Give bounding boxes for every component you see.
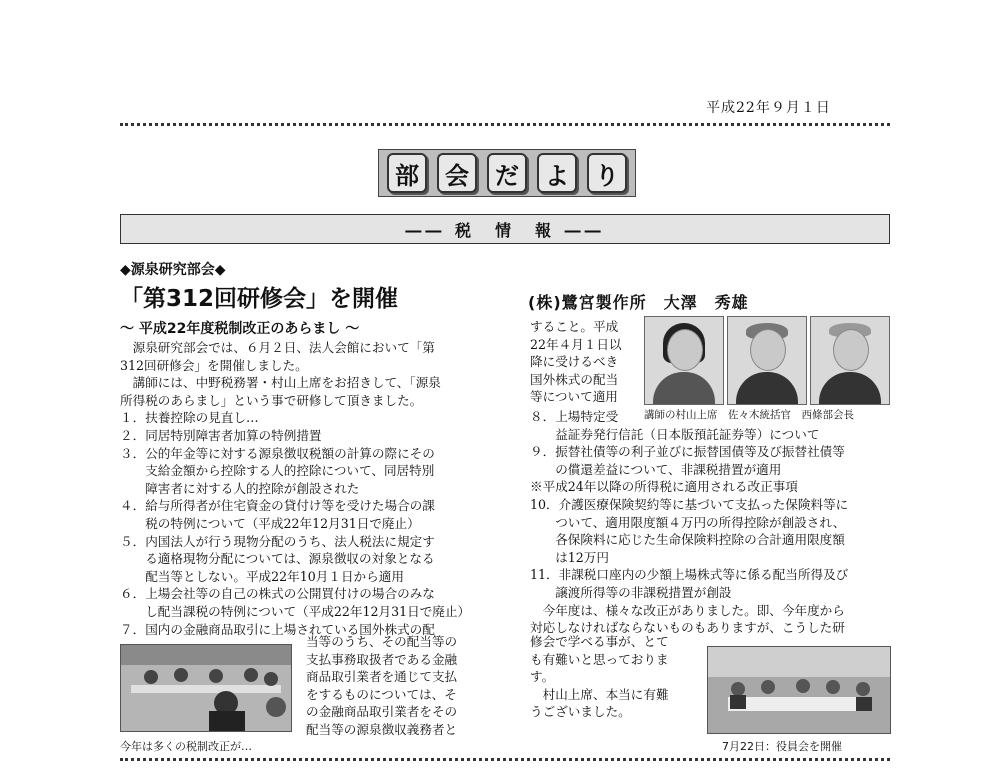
text-line: 支給金額から控除する人的控除について、同居特別 bbox=[120, 463, 435, 479]
issue-date: 平成22年９月１日 bbox=[706, 100, 831, 116]
text-line: は12万円 bbox=[530, 549, 609, 565]
text-line: 源泉研究部会では、６月２日、法人会館において「第 bbox=[120, 340, 435, 355]
article-subhead: ～ 平成22年度税制改正のあらまし ～ bbox=[120, 321, 360, 337]
text-line: をするものについては、そ bbox=[306, 686, 457, 702]
text-line: 当等のうち、その配当等の bbox=[306, 634, 458, 649]
text-line: 税の特例について（平成22年12月31日で廃止） bbox=[120, 515, 420, 531]
text-line: ４．給与所得者が住宅資金の貸付け等を受けた場合の課 bbox=[120, 498, 435, 514]
portrait-lecturer bbox=[644, 316, 724, 405]
banner-char: だ bbox=[487, 153, 527, 193]
text-line: 国外株式の配当 bbox=[530, 371, 619, 387]
text-line: 益証券発行信託（日本版預託証券等）について bbox=[530, 426, 820, 442]
text-line: うございました。 bbox=[530, 704, 631, 720]
text-line: 降に受けるべき bbox=[530, 354, 619, 370]
text-line: 商品取引業者を通じて支払 bbox=[306, 669, 458, 685]
section-label: ◆源泉研究部会◆ bbox=[120, 262, 226, 278]
text-line: ８．上場特定受 bbox=[530, 409, 619, 424]
tax-info-bar: ―― 税 情 報 ―― bbox=[120, 214, 890, 244]
portrait-caption: 講師の村山上席 佐々木統括官 西條部会長 bbox=[644, 409, 854, 421]
text-line: の償還差益について、非課税措置が適用 bbox=[530, 461, 782, 477]
article-headline: 「第312回研修会」を開催 bbox=[120, 286, 399, 312]
text-line: 22年４月１日以 bbox=[530, 336, 622, 352]
text-line: ※平成24年以降の所得税に適用される改正事項 bbox=[530, 479, 798, 495]
text-line: 今年度は、様々な改正がありました。即、今年度から bbox=[530, 602, 845, 618]
text-line: ９．振替社債等の利子並びに振替国債等及び振替社債等 bbox=[530, 444, 845, 460]
text-line: 所得税のあらまし」という事で研修して頂きました。 bbox=[120, 392, 423, 408]
right-top-text bbox=[530, 318, 622, 406]
text-line: 配当等としない。平成22年10月１日から適用 bbox=[120, 568, 404, 584]
text-line: ７．国内の金融商品取引に上場されている国外株式の配 bbox=[120, 621, 435, 637]
left-lower-text bbox=[306, 633, 457, 739]
seminar-photo-image bbox=[121, 645, 291, 731]
left-column-text bbox=[120, 339, 470, 638]
portrait-supervisor bbox=[727, 316, 807, 405]
text-line: ６．上場会社等の自己の株式の公開買付けの場合のみな bbox=[120, 586, 435, 602]
column-banner bbox=[378, 149, 636, 197]
text-line: すること。平成 bbox=[530, 319, 619, 334]
text-line: 312回研修会」を開催しました。 bbox=[120, 357, 308, 373]
seminar-photo-caption: 今年は多くの税制改正が… bbox=[120, 740, 252, 753]
text-line: ついて、適用限度額４万円の所得控除が創設され、 bbox=[530, 514, 846, 530]
board-meeting-caption: 7月22日：役員会を開催 bbox=[722, 740, 842, 753]
top-divider bbox=[120, 123, 890, 126]
seminar-photo bbox=[120, 644, 292, 732]
board-meeting-photo-image bbox=[708, 647, 890, 733]
text-line: も有難いと思っておりま bbox=[530, 651, 669, 667]
text-line: 障害者に対する人的控除が創設された bbox=[120, 480, 360, 496]
banner-char: よ bbox=[537, 153, 577, 193]
text-line: 等について適用 bbox=[530, 389, 618, 405]
article-byline: (株)鷺宮製作所 大澤 秀雄 bbox=[528, 293, 749, 312]
text-line: ３．公的年金等に対する源泉徴収税額の計算の際にその bbox=[120, 445, 435, 461]
right-column-text bbox=[530, 408, 848, 637]
right-lower-text bbox=[530, 633, 669, 721]
text-line: 10．介護医療保険契約等に基づいて支払った保険料等に bbox=[530, 496, 849, 512]
text-line: 対応しなければならないものもありますが、こうした研 bbox=[530, 620, 845, 636]
text-line: 配当等の源泉徴収義務者と bbox=[306, 721, 458, 737]
text-line: る適格現物分配については、源泉徴収の対象となる bbox=[120, 551, 435, 567]
text-line: ２．同居特別障害者加算の特例措置 bbox=[120, 427, 322, 443]
text-line: 各保険料に応じた生命保険料控除の合計適用限度額 bbox=[530, 532, 845, 548]
text-line: 11．非課税口座内の少額上場株式等に係る配当所得及び bbox=[530, 567, 849, 583]
banner-char: り bbox=[587, 153, 627, 193]
banner-char: 会 bbox=[437, 153, 477, 193]
portrait-chairman bbox=[810, 316, 890, 405]
board-meeting-photo bbox=[707, 646, 891, 734]
text-line: １．扶養控除の見直し… bbox=[120, 410, 259, 426]
text-line: の金融商品取引業者をその bbox=[306, 704, 458, 720]
text-line: 修会で学べる事が、とて bbox=[530, 634, 669, 649]
text-line: 譲渡所得等の非課税措置が創設 bbox=[530, 584, 732, 600]
text-line: 講師には、中野税務署・村山上席をお招きして、「源泉 bbox=[120, 375, 441, 391]
text-line: し配当課税の特例について（平成22年12月31日で廃止） bbox=[120, 603, 471, 619]
bottom-divider bbox=[120, 758, 890, 761]
banner-char: 部 bbox=[387, 153, 427, 193]
text-line: 支払事務取扱者である金融 bbox=[306, 651, 458, 667]
text-line: す。 bbox=[530, 669, 555, 685]
text-line: ５．内国法人が行う現物分配のうち、法人税法に規定す bbox=[120, 533, 435, 549]
text-line: 村山上席、本当に有難 bbox=[530, 686, 669, 702]
